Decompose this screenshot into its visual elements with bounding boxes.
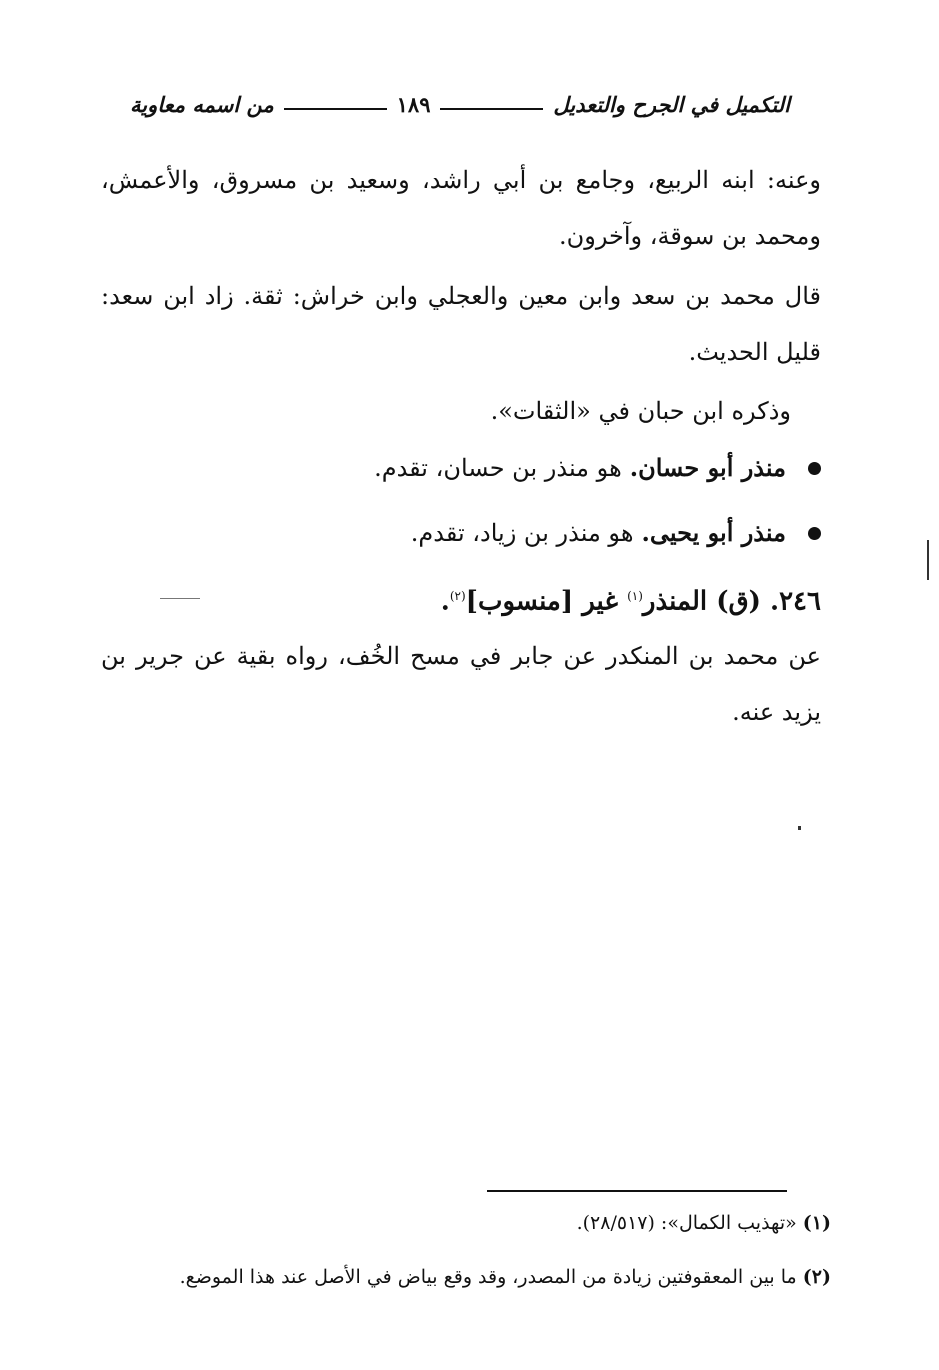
footnote-ref: (١) (627, 589, 643, 603)
bullet-dot (808, 527, 821, 540)
footnote-text: ما بين المعقوفتين زيادة من المصدر، وقد وقع بياض في الأصل عند هذا الموضع. (179, 1266, 797, 1288)
scan-artifact (160, 598, 200, 599)
bullet-text: هو منذر بن حسان، تقدم. (374, 454, 622, 482)
entry-number: ٢٤٦. (770, 586, 821, 617)
header-rule-left (284, 108, 387, 110)
footnote-marker: (٢) (802, 1266, 831, 1288)
scan-artifact (927, 540, 929, 580)
paragraph-hadith: عن محمد بن المنكدر عن جابر في مسح الخُف، رواه بقية عن جرير بن يزيد عنه. (101, 642, 821, 726)
header-rule-right (440, 108, 543, 110)
header-title: التكميل في الجرح والتعديل (553, 92, 790, 117)
entry-end: . (440, 586, 450, 617)
footnote-marker: (١) (802, 1212, 831, 1234)
paragraph-narrators: وعنه: ابنه الربيع، وجامع بن أبي راشد، وسعيد بن مسروق، والأعمش، ومحمد بن سوقة، وآخرون. (101, 166, 821, 250)
bullet-dot (808, 462, 821, 475)
footnote (101, 1208, 831, 1238)
bullet-item (101, 440, 821, 496)
bullet-text: هو منذر بن زياد، تقدم. (410, 519, 634, 547)
bullet-item (101, 505, 821, 561)
paragraph-thiqat: وذكره ابن حبان في «الثقات». (490, 397, 791, 425)
header-section: من اسمه معاوية (129, 92, 274, 117)
footnote-text: «تهذيب الكمال»: (٢٨/٥١٧). (576, 1212, 797, 1234)
entry-code: (ق) (716, 586, 761, 617)
entry-name: المنذر (642, 586, 708, 617)
bullet-name: منذر أبو حسان. (629, 453, 786, 482)
footnote (101, 1262, 831, 1292)
bullet-name: منذر أبو يحيى. (641, 518, 786, 547)
entry-rest: غير [منسوب] (465, 586, 618, 617)
running-header (130, 92, 790, 117)
page-number: ١٨٩ (396, 92, 431, 117)
paragraph-grading: قال محمد بن سعد وابن معين والعجلي وابن خراش: ثقة. زاد ابن سعد: قليل الحديث. (101, 282, 821, 366)
footnote-separator (487, 1190, 787, 1192)
scan-artifact (798, 826, 801, 830)
entry-heading (101, 568, 821, 630)
footnote-ref: (٢) (449, 589, 466, 603)
